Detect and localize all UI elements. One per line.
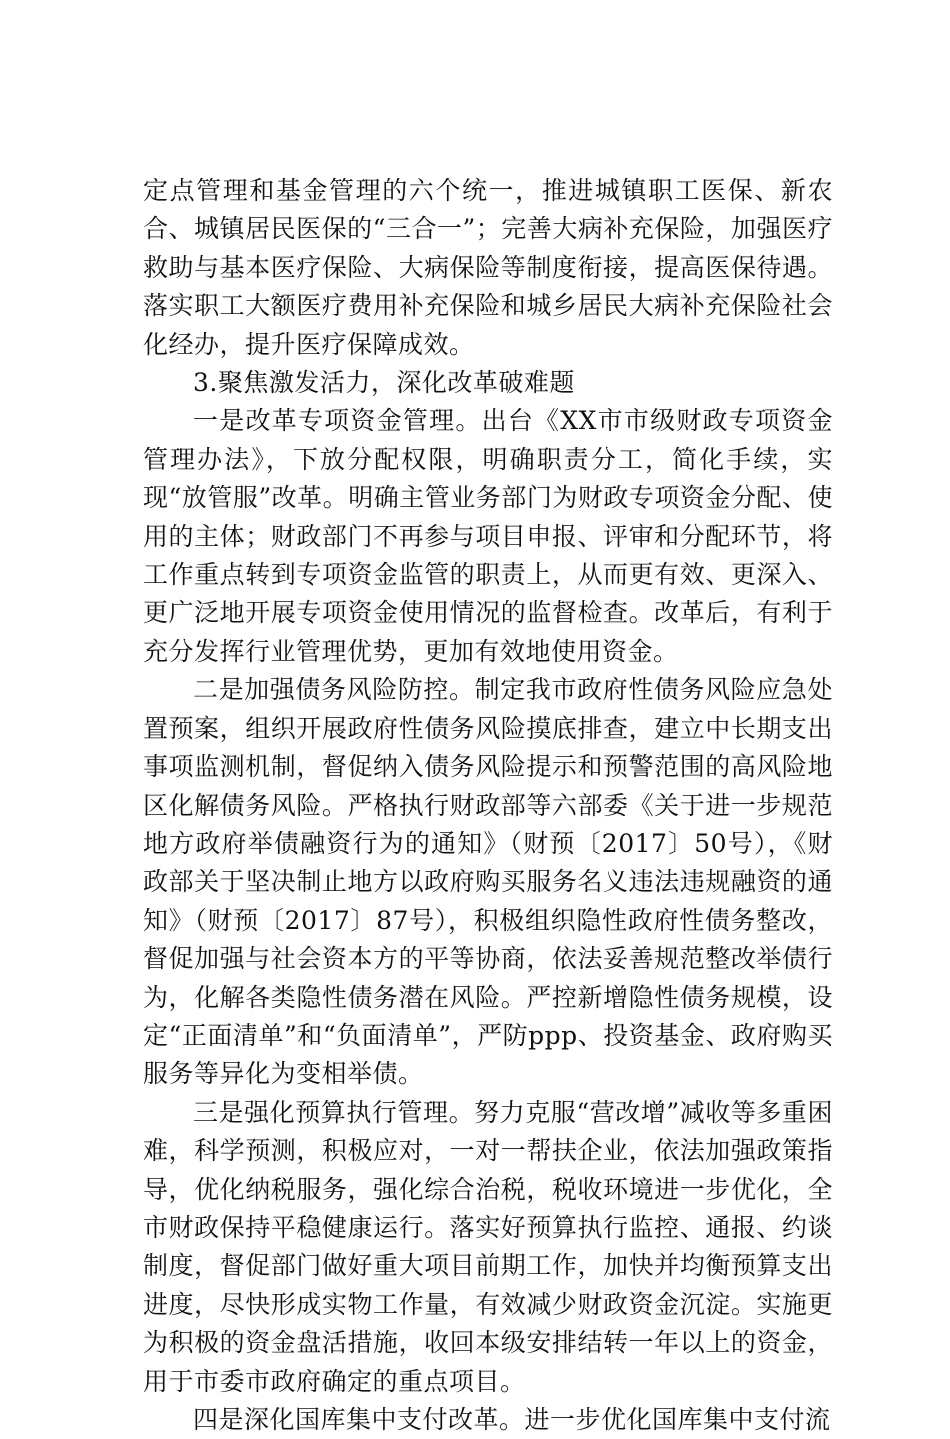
paragraph-treasury-payment: 四是深化国库集中支付改革。进一步优化国库集中支付流 — [193, 1405, 831, 1434]
document-body — [143, 172, 833, 1439]
paragraph-special-funds: 一是改革专项资金管理。出台《XX市市级财政专项资金管理办法》，下放分配权限，明确职责分工，简化手续，实现“放管服”改革。明确主管业务部门为财政专项资金分配、使用的主体；财政部门不再参与项目申报、评审和分配环节，将工作重点转到专项资金监管的职责上，从而更有效、更深入、更广泛地开展专项资金使用情况的监督检查。改革后，有利于充分发挥行业管理优势，更加有效地使用资金。 — [143, 406, 833, 666]
paragraph-debt-risk: 二是加强债务风险防控。制定我市政府性债务风险应急处置预案，组织开展政府性债务风险摸底排查，建立中长期支出事项监测机制，督促纳入债务风险提示和预警范围的高风险地区化解债务风险。严格执行财政部等六部委《关于进一步规范地方政府举债融资行为的通知》（财预〔2017〕50号），《财政部关于坚决制止地方以政府购买服务名义违法违规融资的通知》（财预〔2017〕87号），积极组织隐性政府性债务整改，督促加强与社会资本方的平等协商，依法妥善规范整改举债行为，化解各类隐性债务潜在风险。严控新增隐性债务规模，设定“正面清单”和“负面清单”，严防ppp、投资基金、政府购买服务等异化为变相举债。 — [143, 675, 833, 1089]
paragraph-medical-insurance: 定点管理和基金管理的六个统一，推进城镇职工医保、新农合、城镇居民医保的“三合一”；完善大病补充保险，加强医疗救助与基本医疗保险、大病保险等制度衔接，提高医保待遇。落实职工大额医疗费用补充保险和城乡居民大病补充保险社会化经办，提升医疗保障成效。 — [143, 176, 833, 359]
section-heading-reform: 3.聚焦激发活力，深化改革破难题 — [193, 368, 575, 398]
paragraph-budget-execution: 三是强化预算执行管理。努力克服“营改增”减收等多重困难，科学预测，积极应对，一对一帮扶企业，依法加强政策指导，优化纳税服务，强化综合治税，税收环境进一步优化，全市财政保持平稳健康运行。落实好预算执行监控、通报、约谈制度，督促部门做好重大项目前期工作，加快并均衡预算支出进度，尽快形成实物工作量，有效减少财政资金沉淀。实施更为积极的资金盘活措施，收回本级安排结转一年以上的资金，用于市委市政府确定的重点项目。 — [143, 1097, 833, 1396]
